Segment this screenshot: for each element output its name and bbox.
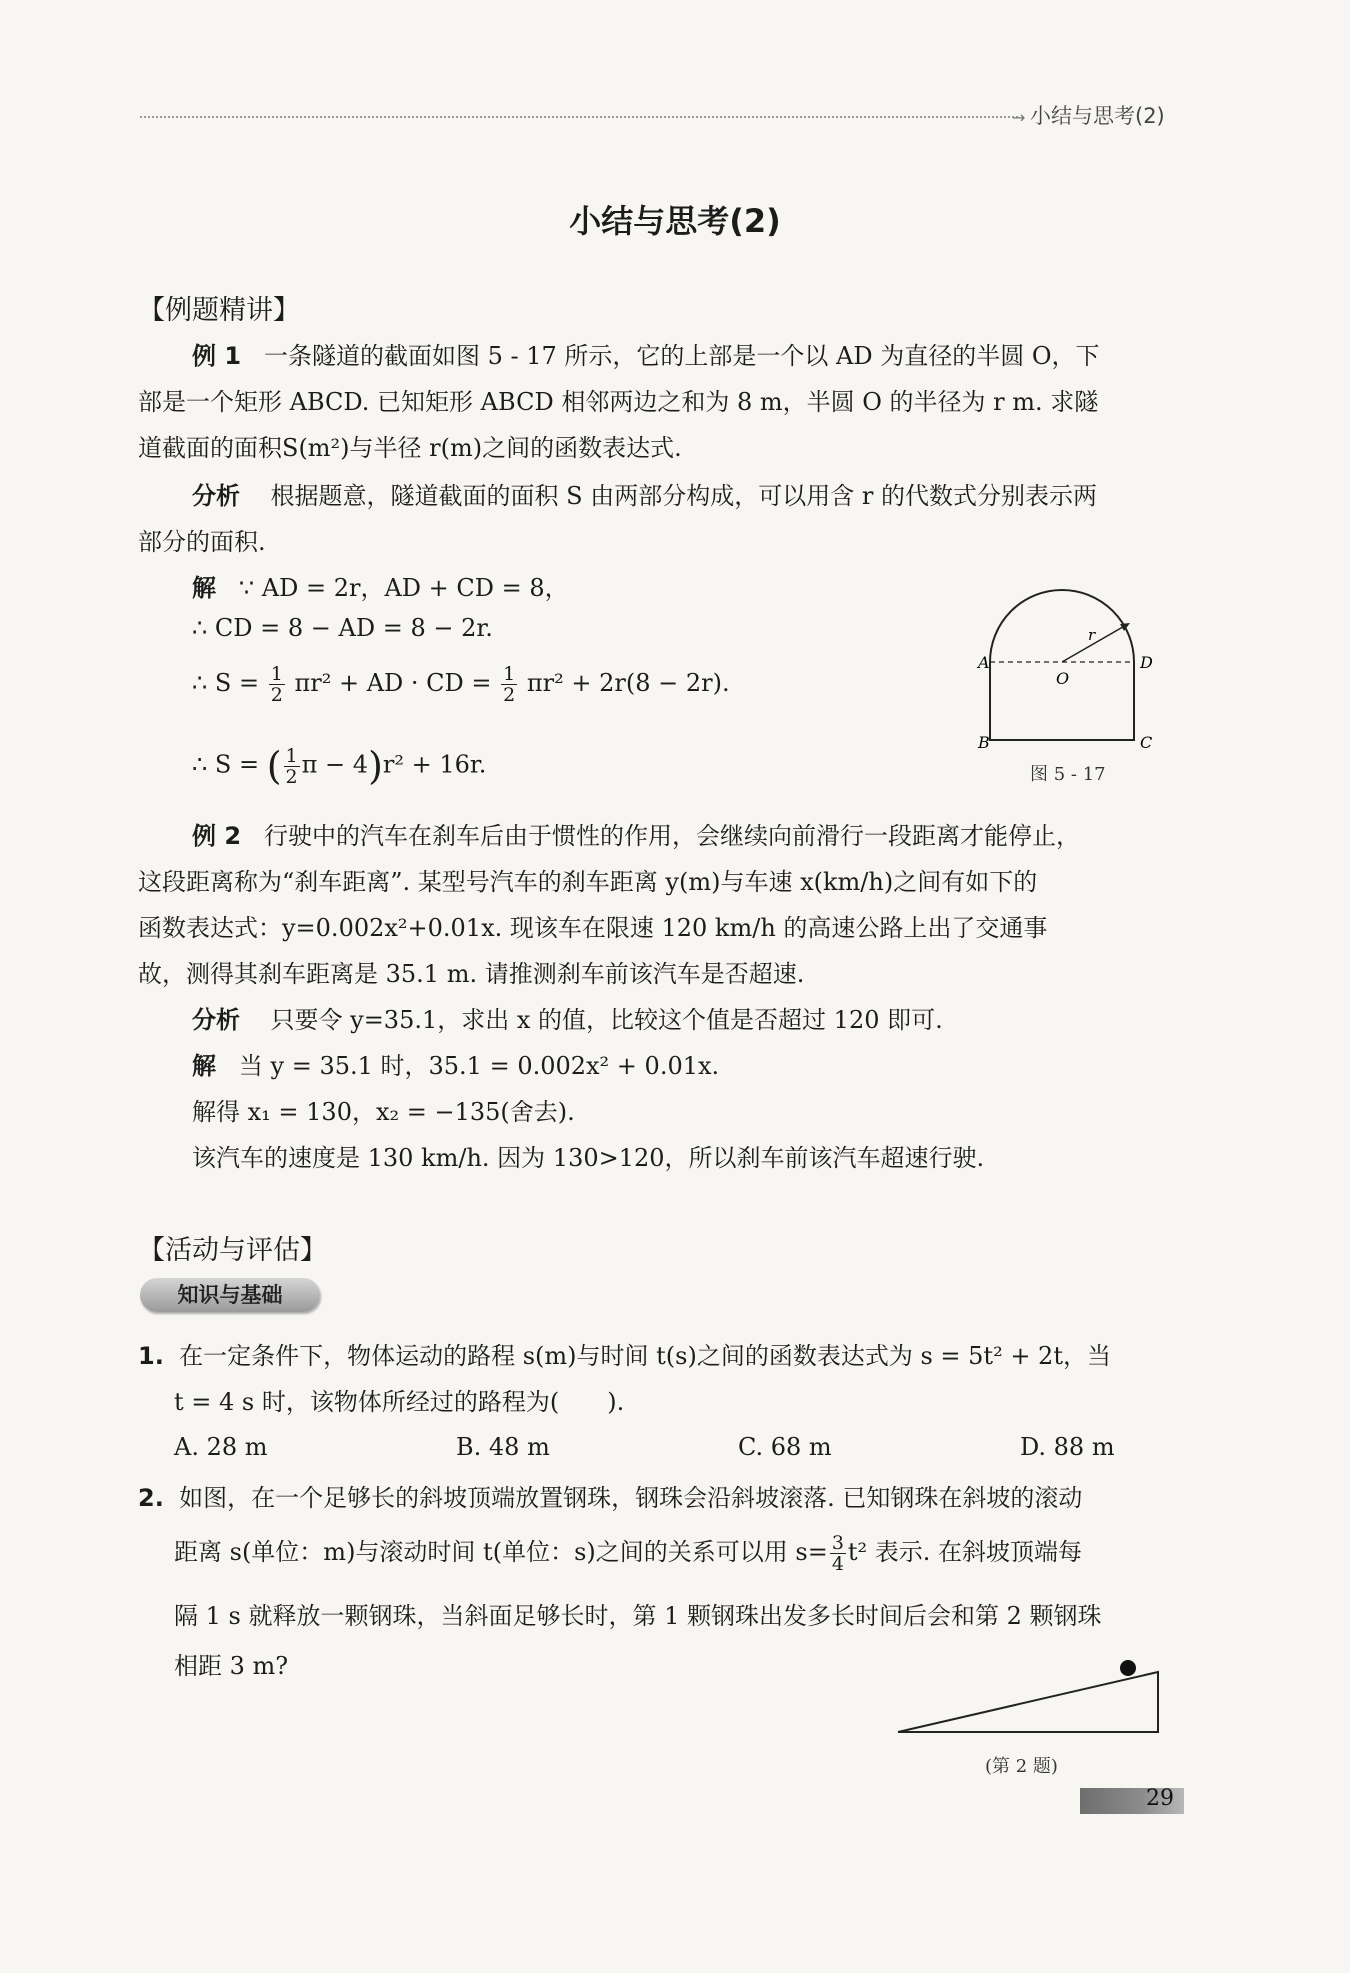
fig-label-A: A: [978, 653, 990, 672]
section-heading-activities: 【活动与评估】: [138, 1235, 327, 1266]
q2-text4: 相距 3 m?: [174, 1652, 289, 1680]
sol3-suffix: πr² + 2r(8 − 2r).: [526, 669, 730, 697]
q1-option-a[interactable]: A. 28 m: [174, 1433, 268, 1461]
fraction-half-3: $\frac{1}{2}$: [285, 744, 298, 788]
q1-option-c[interactable]: C. 68 m: [738, 1433, 832, 1461]
q1-option-d[interactable]: D. 88 m: [1020, 1433, 1115, 1461]
arrow-right-icon: →: [1012, 108, 1026, 127]
example1-sol3: [192, 664, 730, 705]
example1-analysis2: 部分的面积.: [138, 528, 266, 556]
example1-sol1: ∵ AD = 2r，AD + CD = 8，: [238, 574, 569, 602]
example1-text3: 道截面的面积S(m²)与半径 r(m)之间的函数表达式.: [138, 434, 682, 462]
q2-line1: [138, 1478, 1082, 1513]
fraction-half-2: $\frac{1}{2}$: [503, 663, 516, 706]
q2-number: 2.: [138, 1484, 164, 1512]
q2-text3: 隔 1 s 就释放一颗钢珠，当斜面足够长时，第 1 颗钢珠出发多长时间后会和第 2 颗钢珠: [174, 1602, 1102, 1630]
example2-text3: 函数表达式：y=0.002x²+0.01x. 现该车在限速 120 km/h 的高速公路上出了交通事: [138, 914, 1048, 942]
example2-text2: 这段距离称为“刹车距离”. 某型号汽车的刹车距离 y(m)与车速 x(km/h)之间有如下的: [138, 868, 1038, 896]
analysis-label: 分析: [192, 482, 240, 510]
example1-label: 例 1: [192, 342, 242, 370]
example2-text4: 故，测得其刹车距离是 35.1 m. 请推测刹车前该汽车是否超速.: [138, 960, 805, 988]
example2-sol1: 当 y = 35.1 时，35.1 = 0.002x² + 0.01x.: [238, 1052, 720, 1080]
fig-label-D: D: [1140, 653, 1153, 672]
q2-line2: [174, 1532, 1082, 1574]
example1-solution-line1: [192, 568, 569, 603]
section-heading-examples: 【例题精讲】: [138, 295, 300, 326]
example2-analysis: [192, 1000, 943, 1035]
example1-analysis1: 根据题意，隧道截面的面积 S 由两部分构成，可以用含 r 的代数式分别表示两: [270, 482, 1097, 510]
knowledge-badge: 知识与基础: [140, 1278, 320, 1312]
header-dotted-line: [140, 116, 1018, 118]
example2-analysis-text: 只要令 y=35.1，求出 x 的值，比较这个值是否超过 120 即可.: [270, 1006, 943, 1034]
q1-line1: [138, 1336, 1111, 1371]
example1-text1: 一条隧道的截面如图 5 - 17 所示，它的上部是一个以 AD 为直径的半圆 O，下: [263, 342, 1100, 370]
fig-label-r: r: [1088, 626, 1096, 644]
fig-label-O: O: [1056, 669, 1070, 688]
fig-label-B: B: [978, 733, 990, 750]
slope-figure: [890, 1650, 1170, 1740]
steel-ball-icon: [1120, 1660, 1136, 1676]
q2-text1: 如图，在一个足够长的斜坡顶端放置钢珠，钢珠会沿斜坡滚落. 已知钢珠在斜坡的滚动: [179, 1484, 1083, 1512]
q1-number: 1.: [138, 1342, 164, 1370]
analysis-label-2: 分析: [192, 1006, 240, 1034]
page-title: 小结与思考(2): [569, 202, 781, 240]
tunnel-figure: [970, 580, 1170, 750]
q1-text1: 在一定条件下，物体运动的路程 s(m)与时间 t(s)之间的函数表达式为 s = 5t² + 2t，当: [179, 1342, 1111, 1370]
example2-sol1-line: [192, 1046, 719, 1081]
page-number: 29: [1146, 1786, 1174, 1811]
running-head: 小结与思考(2): [1030, 104, 1165, 128]
example2-text1: 行驶中的汽车在刹车后由于惯性的作用，会继续向前滑行一段距离才能停止，: [263, 822, 1080, 850]
q1-option-b[interactable]: B. 48 m: [456, 1433, 550, 1461]
figure-caption: 图 5 - 17: [1030, 764, 1106, 785]
example1-sol4: ∴ S = ( $\frac{1}{2}$ π − 4)r² + 16r.: [192, 744, 487, 788]
sol4-middle: π − 4: [301, 750, 369, 779]
q2-text2a: 距离 s(单位：m)与滚动时间 t(单位：s)之间的关系可以用 s=: [174, 1538, 828, 1566]
solution-label: 解: [192, 574, 216, 602]
solution-label-2: 解: [192, 1052, 216, 1080]
example1-analysis-line: [192, 476, 1097, 511]
example2-sol2: 解得 x₁ = 130，x₂ = −135(舍去).: [192, 1098, 575, 1126]
example1-text2: 部是一个矩形 ABCD. 已知矩形 ABCD 相邻两边之和为 8 m，半圆 O 的半径为 r m. 求隧: [138, 388, 1099, 416]
sol4-suffix: r² + 16r.: [382, 750, 487, 779]
fraction-three-quarters: $\frac{3}{4}$: [831, 1532, 844, 1575]
sol3-middle: πr² + AD · CD =: [294, 669, 500, 697]
example2-label: 例 2: [192, 822, 242, 850]
fig-label-C: C: [1140, 733, 1153, 750]
example1-sol2: ∴ CD = 8 − AD = 8 − 2r.: [192, 614, 493, 642]
example2-line1: [192, 816, 1080, 851]
example1-line1: [192, 336, 1100, 371]
sol3-prefix: ∴ S =: [192, 669, 267, 697]
sol4-prefix: ∴ S =: [192, 750, 267, 779]
q2-caption: (第 2 题): [985, 1756, 1058, 1777]
fraction-half-1: $\frac{1}{2}$: [270, 663, 283, 706]
q2-text2b: t² 表示. 在斜坡顶端每: [847, 1538, 1083, 1566]
example2-sol3: 该汽车的速度是 130 km/h. 因为 130>120，所以刹车前该汽车超速行驶.: [192, 1144, 985, 1172]
q1-text2: t = 4 s 时，该物体所经过的路程为( ).: [174, 1388, 625, 1416]
